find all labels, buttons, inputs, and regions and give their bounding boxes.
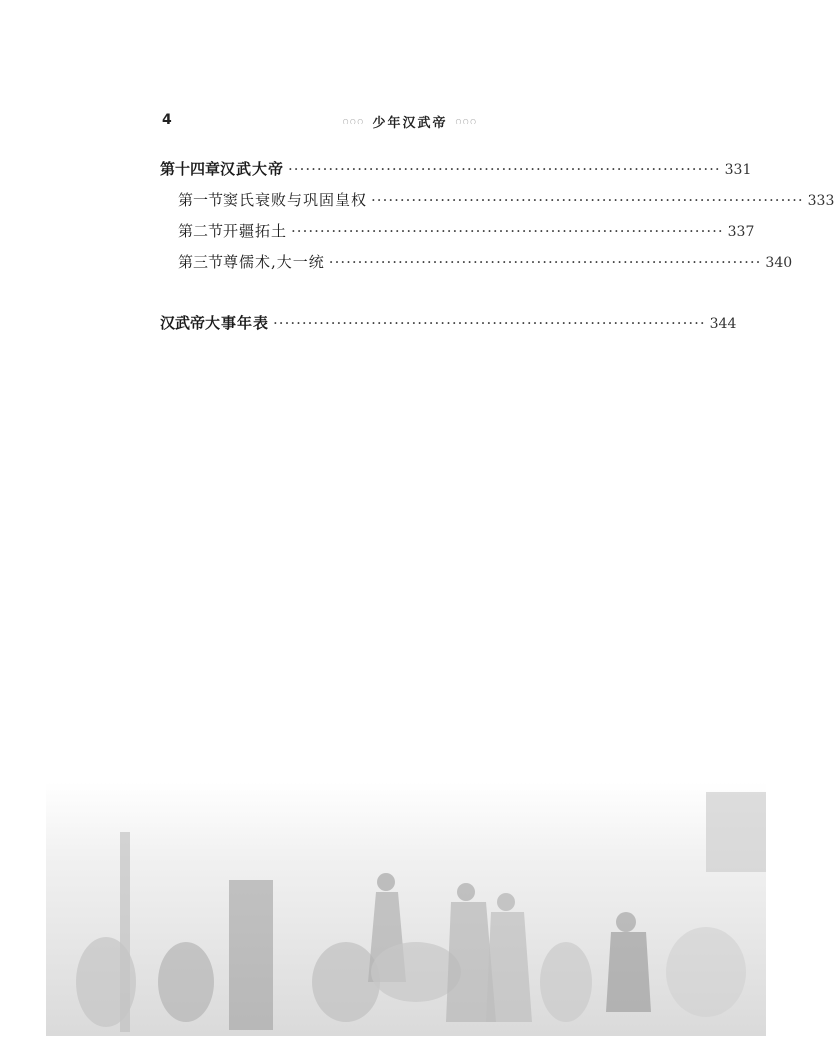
chapter-title: 汉武大帝 bbox=[220, 160, 285, 178]
dot-leader: ··········································································· bbox=[371, 191, 804, 209]
section-page: 337 bbox=[727, 224, 755, 240]
section-number: 第一节 bbox=[178, 191, 224, 209]
running-header bbox=[160, 112, 632, 134]
chapter-page: 331 bbox=[724, 162, 752, 178]
page-number: 4 bbox=[162, 112, 172, 128]
section-title: 开疆拓土 bbox=[223, 222, 288, 240]
chapter-number: 第十四章 bbox=[160, 160, 221, 178]
book-title: 少年汉武帝 bbox=[372, 116, 448, 131]
section-page: 333 bbox=[807, 193, 834, 209]
appendix-label: 汉武帝 bbox=[160, 314, 206, 332]
faded-figures-artwork bbox=[46, 782, 766, 1036]
appendix-page: 344 bbox=[709, 316, 737, 332]
dot-leader: ··········································································· bbox=[328, 253, 762, 271]
background-illustration bbox=[46, 782, 766, 1036]
running-title-block bbox=[300, 112, 520, 131]
table-of-contents bbox=[160, 158, 834, 343]
dot-leader: ··········································································· bbox=[291, 222, 724, 240]
toc-appendix-row[interactable] bbox=[160, 312, 737, 343]
left-ornament: ဂဂဂ bbox=[342, 113, 365, 127]
toc-section-row[interactable] bbox=[160, 220, 755, 251]
section-number: 第三节 bbox=[178, 253, 224, 271]
section-title: 窦氏衰败与巩固皇权 bbox=[223, 191, 368, 209]
right-ornament: ဂဂဂ bbox=[455, 113, 478, 127]
section-title: 尊儒术,大一统 bbox=[223, 253, 325, 271]
toc-section-row[interactable] bbox=[160, 251, 793, 282]
dot-leader: ··········································································· bbox=[273, 314, 706, 332]
toc-section-row[interactable] bbox=[160, 189, 834, 220]
section-number: 第二节 bbox=[178, 222, 224, 240]
dot-leader: ··········································································· bbox=[288, 160, 721, 178]
appendix-title: 大事年表 bbox=[205, 314, 270, 332]
section-page: 340 bbox=[765, 255, 793, 271]
toc-chapter-row[interactable] bbox=[160, 158, 752, 189]
